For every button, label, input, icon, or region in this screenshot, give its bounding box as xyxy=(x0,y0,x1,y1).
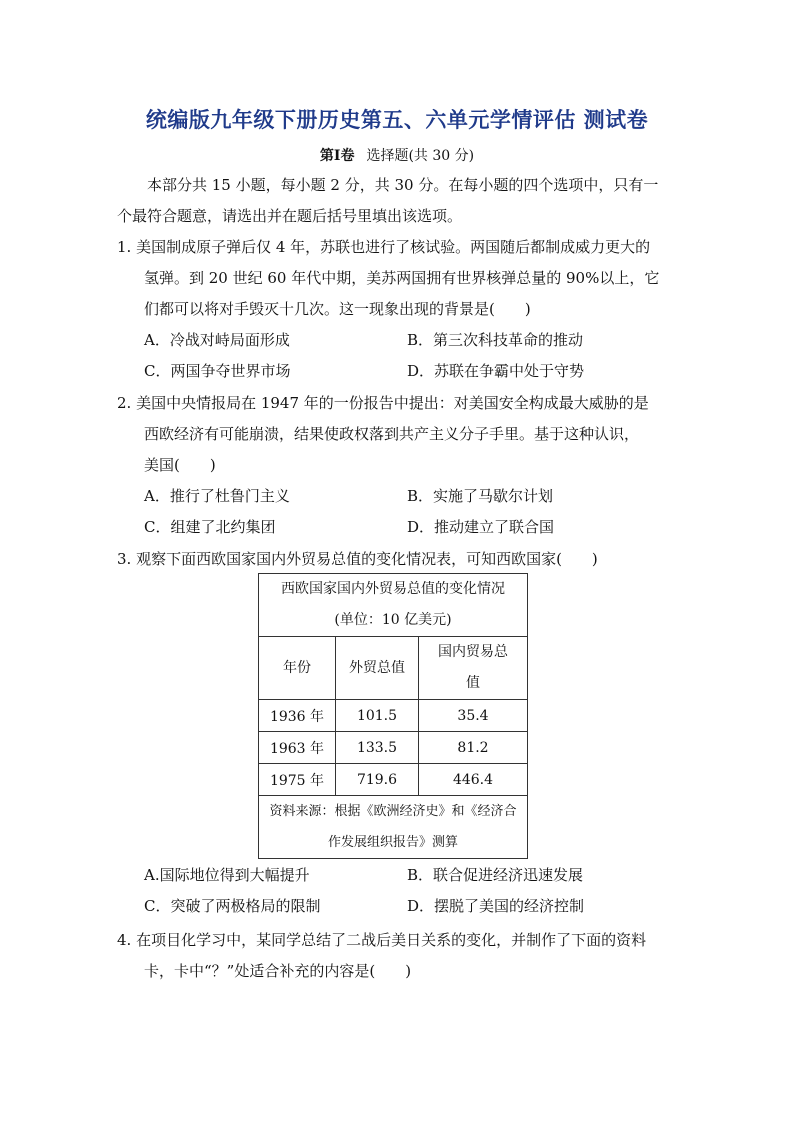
option-b: B．第三次科技革命的推动 xyxy=(407,331,584,349)
section-label: 第Ⅰ卷 xyxy=(319,148,355,164)
option-a: A.国际地位得到大幅提升 xyxy=(144,866,310,884)
table-caption-title: 西欧国家国内外贸易总值的变化情况 xyxy=(281,581,505,597)
table-caption-unit: (单位：10 亿美元) xyxy=(334,612,452,628)
table-row xyxy=(259,732,528,764)
option-d: D．苏联在争霸中处于守势 xyxy=(407,362,585,380)
option-a: A．冷战对峙局面形成 xyxy=(144,331,290,349)
cell-year: 1963 年 xyxy=(259,732,336,764)
option-c: C．突破了两极格局的限制 xyxy=(144,897,321,915)
instructions xyxy=(117,170,677,232)
option-c: C．两国争夺世界市场 xyxy=(144,362,291,380)
question-stem-line: 西欧经济有可能崩溃，结果使政权落到共产主义分子手里。基于这种认识， xyxy=(144,425,640,443)
question-stem-line: 氢弹。到 20 世纪 60 年代中期，美苏两国拥有世界核弹总量的 90%以上，它 xyxy=(144,269,660,287)
cell-domestic: 81.2 xyxy=(419,732,528,764)
question-1-options xyxy=(144,325,684,387)
question-3 xyxy=(117,544,677,575)
question-stem-line: 卡，卡中“？”处适合补充的内容是( ) xyxy=(144,962,412,980)
trade-table xyxy=(258,573,528,859)
question-stem-line: 4. 在项目化学习中，某同学总结了二战后美日关系的变化，并制作了下面的资料 xyxy=(117,931,647,949)
option-a: A．推行了杜鲁门主义 xyxy=(144,487,290,505)
option-c: C．组建了北约集团 xyxy=(144,518,276,536)
question-stem-line: 们都可以将对手毁灭十几次。这一现象出现的背景是( ) xyxy=(144,300,531,318)
page-title: 统编版九年级下册历史第五、六单元学情评估 测试卷 xyxy=(145,108,649,132)
cell-year: 1936 年 xyxy=(259,700,336,732)
section-name: 选择题(共 30 分) xyxy=(366,148,475,164)
cell-domestic: 446.4 xyxy=(419,764,528,796)
question-1 xyxy=(117,232,677,325)
question-2 xyxy=(117,388,677,481)
question-2-options xyxy=(144,481,684,543)
cell-domestic: 35.4 xyxy=(419,700,528,732)
table-header-year: 年份 xyxy=(259,637,336,700)
table-caption xyxy=(259,574,528,637)
question-stem-line: 1. 美国制成原子弹后仅 4 年，苏联也进行了核试验。两国随后都制成威力更大的 xyxy=(117,238,651,256)
question-stem-line: 2. 美国中央情报局在 1947 年的一份报告中提出：对美国安全构成最大威胁的是 xyxy=(117,394,649,412)
option-d: D．摆脱了美国的经济控制 xyxy=(407,897,585,915)
table-header-foreign: 外贸总值 xyxy=(336,637,419,700)
instruction-line: 本部分共 15 小题，每小题 2 分，共 30 分。在每小题的四个选项中，只有一 xyxy=(147,176,659,194)
question-stem-line: 3. 观察下面西欧国家国内外贸易总值的变化情况表，可知西欧国家( ) xyxy=(117,550,598,568)
instruction-line: 个最符合题意，请选出并在题后括号里填出该选项。 xyxy=(117,207,463,225)
table-row xyxy=(259,700,528,732)
question-stem-line: 美国( ) xyxy=(144,456,216,474)
option-d: D．推动建立了联合国 xyxy=(407,518,555,536)
option-b: B．联合促进经济迅速发展 xyxy=(407,866,584,884)
table-source: 资料来源：根据《欧洲经济史》和《经济合作发展组织报告》测算 xyxy=(259,796,528,859)
question-3-options xyxy=(144,860,684,922)
cell-year: 1975 年 xyxy=(259,764,336,796)
table-row xyxy=(259,764,528,796)
option-b: B．实施了马歇尔计划 xyxy=(407,487,554,505)
question-4 xyxy=(117,925,677,987)
table-header-domestic: 国内贸易总值 xyxy=(419,637,528,700)
cell-foreign: 101.5 xyxy=(336,700,419,732)
cell-foreign: 719.6 xyxy=(336,764,419,796)
section-heading xyxy=(0,145,794,165)
cell-foreign: 133.5 xyxy=(336,732,419,764)
